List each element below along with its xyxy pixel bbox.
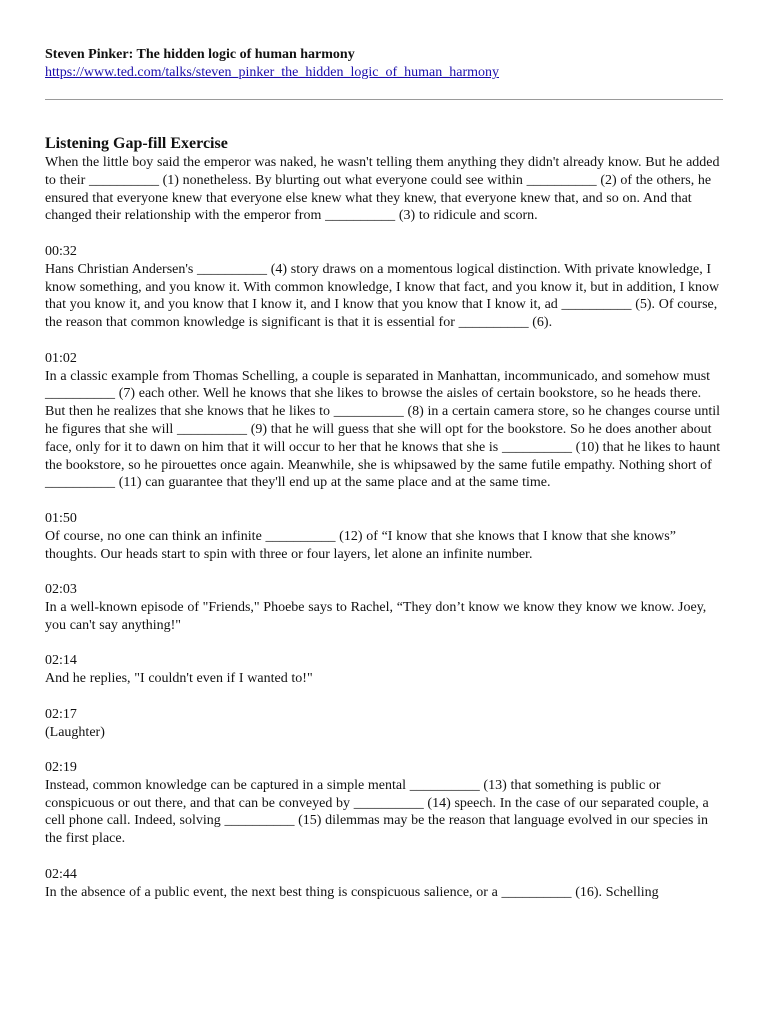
timestamp: 01:50	[45, 510, 77, 526]
segment-text: (Laughter)	[45, 724, 105, 740]
talk-title: Steven Pinker: The hidden logic of human harmony	[45, 47, 355, 62]
segment-text: In a classic example from Thomas Schelling, a couple is separated in Manhattan, incommunicado, and somehow must __________ (7) each other. Well he knows that she likes to browse the aisles of certain bookstore, so he heads there. But then he realizes that she knows that he likes to __________ (8) in a certain camera store, so he changes course until he figures that she will __________ (9) that he will guess that she will opt for the bookstore. So he does another about face, only for it to dawn on him that it will occur to her that he knows that she is __________ (10) that he likes to haunt the bookstore, so he pirouettes once again. Meanwhile, she is whipsawed by the same futile empathy. Nothing short of __________ (11) can guarantee that they'll end up at the same place and at the same time.	[45, 368, 721, 491]
transcript-segment	[45, 866, 725, 902]
document-page	[45, 46, 725, 901]
timestamp: 00:32	[45, 243, 77, 259]
segment-text: In the absence of a public event, the next best thing is conspicuous salience, or a __________ (16). Schelling	[45, 884, 659, 900]
timestamp: 02:19	[45, 760, 77, 776]
timestamp: 02:14	[45, 653, 77, 669]
transcript-segment	[45, 243, 725, 332]
segment-text: Hans Christian Andersen's __________ (4) story draws on a momentous logical distinction. With private knowledge, I know something, and you know it. With common knowledge, I know that fact, and you know it, but in addition, I know that you know it, and you know that I know it, and I know that you know that I know it, ad __________ (5). Of course, the reason that common knowledge is significant is that it is essential for __________ (6).	[45, 261, 720, 331]
intro-paragraph: When the little boy said the emperor was naked, he wasn't telling them anything they didn't already know. But he added to their __________ (1) nonetheless. By blurting out what everyone could see within __________ (2) of the others, he ensured that everyone knew that everyone else knew what they knew, that everyone knew that, and so on. And that changed their relationship with the emperor from __________ (3) to ridicule and scorn.	[45, 155, 720, 224]
transcript-segment	[45, 581, 725, 634]
timestamp: 02:03	[45, 582, 77, 598]
segment-text: Of course, no one can think an infinite __________ (12) of “I know that she knows that I know that she knows” thoughts. Our heads start to spin with three or four layers, let alone an infinite number.	[45, 528, 676, 562]
talk-link[interactable]: https://www.ted.com/talks/steven_pinker_the_hidden_logic_of_human_harmony	[45, 65, 500, 80]
exercise-heading: Listening Gap-fill Exercise	[45, 135, 228, 152]
timestamp: 02:17	[45, 706, 77, 722]
segment-text: Instead, common knowledge can be captured in a simple mental __________ (13) that something is public or conspicuous or out there, and that can be conveyed by __________ (14) speech. In the case of our separated couple, a cell phone call. Indeed, solving __________ (15) dilemmas may be the reason that language evolved in our species in the first place.	[45, 777, 709, 847]
transcript-segment	[45, 652, 725, 688]
timestamp: 02:44	[45, 866, 77, 882]
segment-text: In a well-known episode of "Friends," Phoebe says to Rachel, “They don’t know we know they know we know. Joey, you can't say anything!"	[45, 599, 707, 633]
timestamp: 01:02	[45, 350, 77, 366]
transcript-segment	[45, 759, 725, 848]
transcript-segment	[45, 510, 725, 563]
horizontal-divider	[45, 99, 723, 100]
transcript-segment	[45, 706, 725, 742]
transcript-segment	[45, 350, 725, 492]
segment-text: And he replies, "I couldn't even if I wanted to!"	[45, 671, 313, 687]
